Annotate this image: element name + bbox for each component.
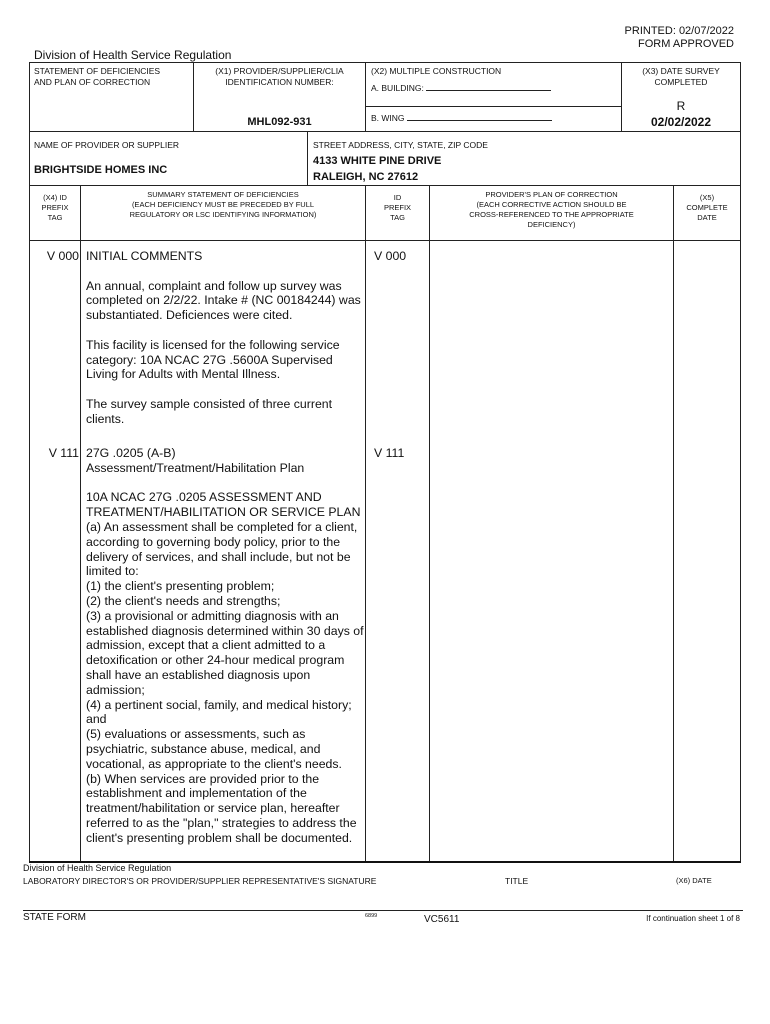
address-line-1: 4133 WHITE PINE DRIVE — [313, 155, 442, 167]
signature-label: LABORATORY DIRECTOR'S OR PROVIDER/SUPPLIER REPRESENTATIVE'S SIGNATURE — [23, 876, 377, 886]
statement-label: STATEMENT OF DEFICIENCIES AND PLAN OF CORRECTION — [34, 66, 161, 87]
printed-date: PRINTED: 02/07/2022 — [624, 25, 734, 37]
v111-content — [86, 446, 364, 846]
address-line-2: RALEIGH, NC 27612 — [313, 171, 419, 183]
summary-column-header: SUMMARY STATEMENT OF DEFICIENCIES (EACH DEFICIENCY MUST BE PRECEDED BY FULL REGULATORY OR LSC IDENTIFYING INFORMATION) — [129, 190, 317, 219]
rule-title: 10A NCAC 27G .0205 ASSESSMENT AND TREATMENT/HABILITATION OR SERVICE PLAN — [86, 490, 361, 520]
license-paragraph: This facility is licensed for the following service category: 10A NCAC 27G .5600A Supervised Living for Adults with Mental Illness. — [86, 337, 340, 382]
division-title: Division of Health Service Regulation — [34, 48, 232, 62]
x4-column-header: (X4) ID PREFIX TAG — [41, 193, 69, 222]
tag-v000-right: V 000 — [374, 249, 407, 263]
x6-date-label: (X6) DATE — [676, 876, 712, 885]
x1-label: (X1) PROVIDER/SUPPLIER/CLIA IDENTIFICATION NUMBER: — [215, 66, 344, 87]
x2-label: (X2) MULTIPLE CONSTRUCTION — [371, 66, 502, 76]
deficiency-content — [86, 249, 364, 427]
x5-column-header: (X5) COMPLETE DATE — [686, 193, 728, 222]
footer-division: Division of Health Service Regulation — [23, 863, 172, 873]
sample-paragraph: The survey sample consisted of three current clients. — [86, 396, 333, 426]
wing-field: B. WING — [371, 112, 552, 124]
continuation-sheet: If continuation sheet 1 of 8 — [646, 914, 740, 923]
initial-comments-heading: INITIAL COMMENTS — [86, 249, 203, 263]
plan-column-header: PROVIDER'S PLAN OF CORRECTION (EACH CORRECTIVE ACTION SHOULD BE CROSS-REFERENCED TO THE APPROPRIATE DEFICIENCY) — [469, 190, 634, 229]
x3-label: (X3) DATE SURVEY COMPLETED — [642, 66, 720, 87]
tag-v111-right: V 111 — [374, 446, 405, 460]
provider-name-label: NAME OF PROVIDER OR SUPPLIER — [34, 140, 179, 150]
survey-paragraph: An annual, complaint and follow up survey was completed on 2/2/22. Intake # (NC 00184244) was substantiated. Deficiences were cited. — [86, 278, 361, 323]
form-approved: FORM APPROVED — [638, 38, 734, 50]
vc-code: VC5611 — [424, 914, 460, 925]
tag-v000-left: V 000 — [46, 249, 79, 263]
rule-body: (a) An assessment shall be completed for a client, according to governing body policy, prior to the delivery of services, and shall include, but not be limited to: (1) the client's presenting problem; (2) the client's needs and strengths; (3) a provisional or admitting diagnosis with an established diagnosis determined within 30 days of admission, except that a client admitted to a detoxification or other 24-hour medical program shall have an established diagnosis upon admission; (4) a pertinent social, family, and medical history; and (5) evaluations or assessments, such as psychiatric, substance abuse, medical, and vocational, as appropriate to the client's needs. (b) When services are provided prior to the establishment and implementation of the treatment/habilitation or service plan, hereafter referred to as the "plan," strategies to address the client's presenting problem shall be documented. — [86, 519, 364, 845]
v111-heading: 27G .0205 (A-B) Assessment/Treatment/Habilitation Plan — [86, 446, 305, 475]
building-field: A. BUILDING: — [371, 82, 551, 94]
title-label: TITLE — [505, 876, 529, 886]
id-column-header: ID PREFIX TAG — [383, 193, 412, 222]
provider-id-number: MHL092-931 — [247, 116, 312, 128]
tag-v111-left: V 111 — [48, 446, 79, 460]
provider-name: BRIGHTSIDE HOMES INC — [34, 164, 168, 176]
form-number: 6899 — [365, 913, 378, 919]
x3-code: R — [676, 99, 686, 113]
survey-completed-date: 02/02/2022 — [650, 115, 712, 129]
state-form-label: STATE FORM — [23, 912, 86, 923]
address-label: STREET ADDRESS, CITY, STATE, ZIP CODE — [313, 140, 488, 150]
